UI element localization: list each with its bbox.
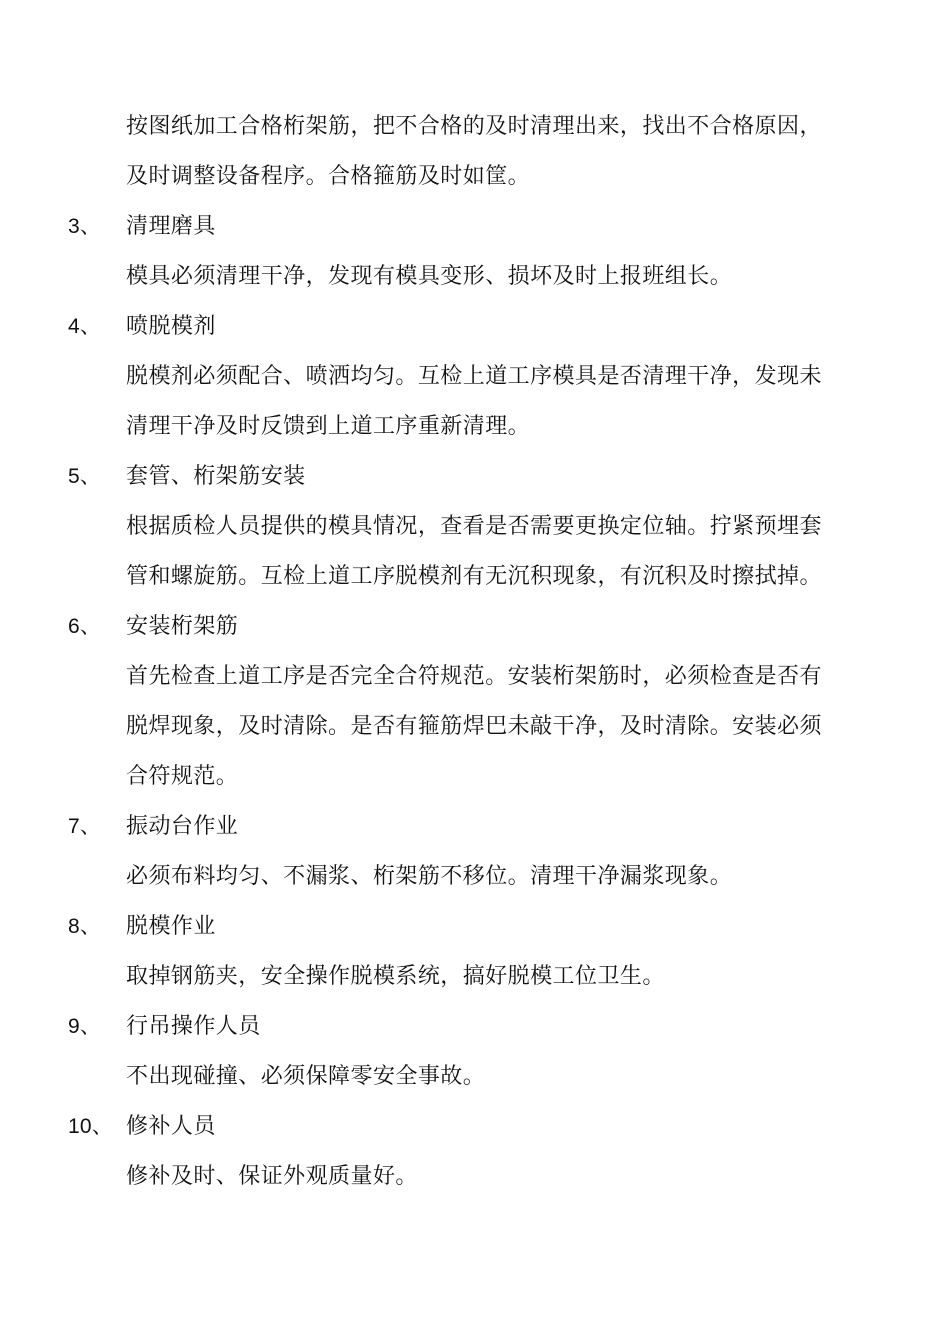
section-number: 7、 bbox=[68, 815, 102, 838]
section-heading-8 bbox=[0, 902, 950, 952]
section-title: 脱模作业 bbox=[126, 914, 216, 939]
section-title: 行吊操作人员 bbox=[126, 1014, 261, 1039]
body-line: 不出现碰撞、必须保障零安全事故。 bbox=[126, 1064, 486, 1089]
section-title: 修补人员 bbox=[126, 1114, 216, 1139]
section-body-3 bbox=[0, 252, 888, 302]
section-body-4 bbox=[0, 352, 888, 452]
body-line: 脱焊现象，及时清除。是否有箍筋焊巴未敲干净，及时清除。安装必须 bbox=[126, 714, 822, 739]
section-heading-6 bbox=[0, 602, 950, 652]
intro-paragraph bbox=[0, 102, 888, 202]
section-number: 8、 bbox=[68, 915, 102, 938]
intro-line: 及时调整设备程序。合格箍筋及时如筐。 bbox=[126, 164, 531, 189]
section-heading-7 bbox=[0, 802, 950, 852]
intro-line: 按图纸加工合格桁架筋，把不合格的及时清理出来，找出不合格原因， bbox=[126, 114, 822, 139]
section-title: 喷脱模剂 bbox=[126, 314, 216, 339]
section-title: 清理磨具 bbox=[126, 214, 216, 239]
section-body-5 bbox=[0, 502, 888, 602]
section-number: 9、 bbox=[68, 1015, 102, 1038]
section-body-10 bbox=[0, 1152, 888, 1202]
section-number: 4、 bbox=[68, 315, 102, 338]
body-line: 清理干净及时反馈到上道工序重新清理。 bbox=[126, 414, 531, 439]
section-title: 套管、桁架筋安装 bbox=[126, 464, 306, 489]
section-heading-10 bbox=[0, 1102, 950, 1152]
body-line: 脱模剂必须配合、喷洒均匀。互检上道工序模具是否清理干净，发现未 bbox=[126, 364, 822, 389]
section-heading-4 bbox=[0, 302, 950, 352]
section-title: 安装桁架筋 bbox=[126, 614, 239, 639]
body-line: 首先检查上道工序是否完全合符规范。安装桁架筋时，必须检查是否有 bbox=[126, 664, 822, 689]
section-number: 10、 bbox=[68, 1115, 113, 1138]
section-number: 6、 bbox=[68, 615, 102, 638]
section-body-8 bbox=[0, 952, 888, 1002]
body-line: 必须布料均匀、不漏浆、桁架筋不移位。清理干净漏浆现象。 bbox=[126, 864, 733, 889]
section-heading-3 bbox=[0, 202, 950, 252]
document-body bbox=[0, 114, 950, 1202]
body-line: 根据质检人员提供的模具情况，查看是否需要更换定位轴。拧紧预埋套 bbox=[126, 514, 822, 539]
section-number: 3、 bbox=[68, 215, 102, 238]
section-title: 振动台作业 bbox=[126, 814, 239, 839]
section-heading-5 bbox=[0, 452, 950, 502]
body-line: 模具必须清理干净，发现有模具变形、损坏及时上报班组长。 bbox=[126, 264, 733, 289]
body-line: 修补及时、保证外观质量好。 bbox=[126, 1164, 418, 1189]
body-line: 合符规范。 bbox=[126, 764, 239, 789]
section-number: 5、 bbox=[68, 465, 102, 488]
body-line: 管和螺旋筋。互检上道工序脱模剂有无沉积现象，有沉积及时擦拭掉。 bbox=[126, 564, 822, 589]
section-body-7 bbox=[0, 852, 888, 902]
section-body-9 bbox=[0, 1052, 888, 1102]
section-heading-9 bbox=[0, 1002, 950, 1052]
body-line: 取掉钢筋夹，安全操作脱模系统，搞好脱模工位卫生。 bbox=[126, 964, 665, 989]
section-body-6 bbox=[0, 652, 888, 802]
